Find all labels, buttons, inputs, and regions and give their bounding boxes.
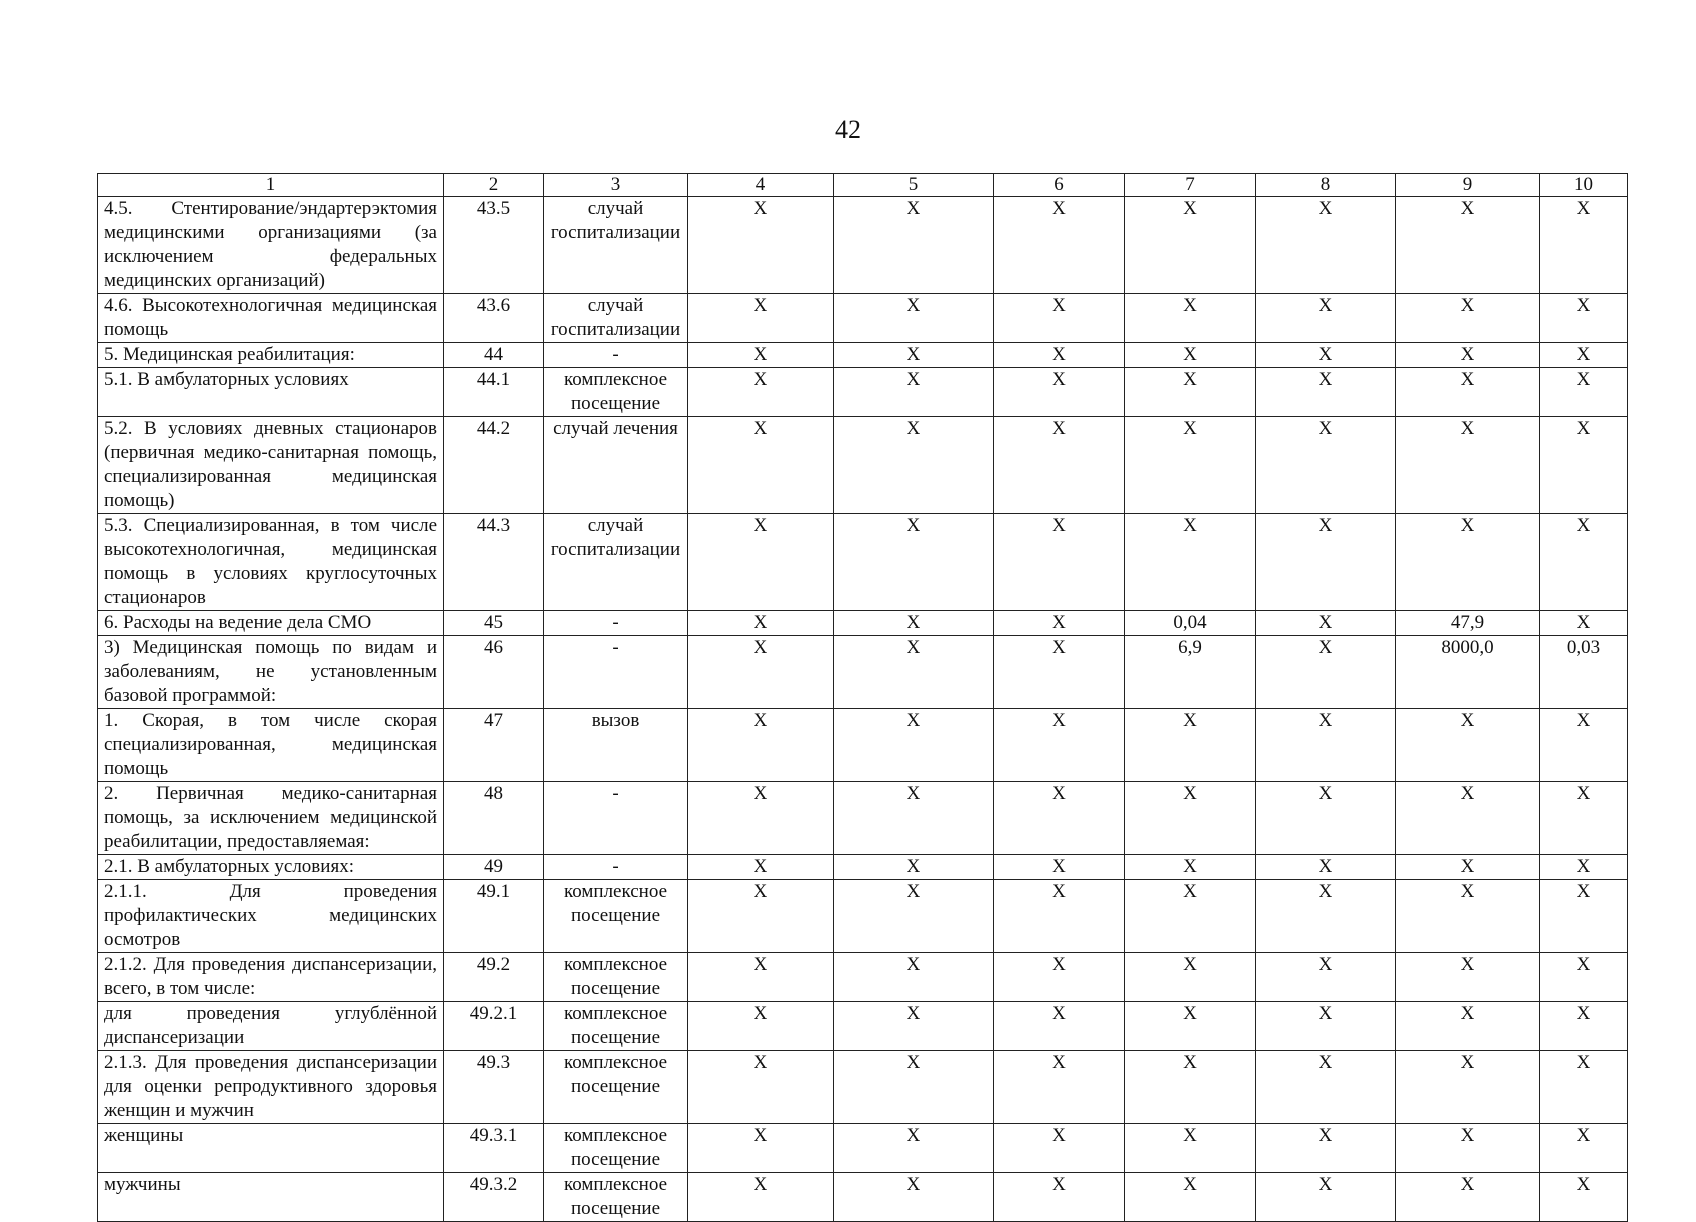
row-value-cell: X — [994, 611, 1125, 636]
row-code-cell: 48 — [444, 782, 544, 855]
row-value-cell: X — [1396, 368, 1540, 417]
table-body — [98, 197, 1628, 1222]
row-name-cell: 6. Расходы на ведение дела СМО — [98, 611, 444, 636]
row-name-cell: 4.6. Высокотехнологичная медицинская помощь — [98, 294, 444, 343]
row-value-cell: X — [1540, 855, 1628, 880]
row-name-cell: 3) Медицинская помощь по видам и заболеваниям, не установленным базовой программой: — [98, 636, 444, 709]
row-value-cell: X — [834, 953, 994, 1002]
row-unit-cell: случай госпитализации — [544, 294, 688, 343]
row-value-cell: X — [1256, 1051, 1396, 1124]
row-name-cell: 1. Скорая, в том числе скорая специализированная, медицинская помощь — [98, 709, 444, 782]
table-row — [98, 417, 1628, 514]
row-value-cell: X — [994, 1124, 1125, 1173]
row-value-cell: X — [1125, 709, 1256, 782]
row-value-cell: X — [1396, 855, 1540, 880]
row-value-cell: X — [994, 197, 1125, 294]
row-unit-cell: случай лечения — [544, 417, 688, 514]
row-value-cell: X — [1396, 1173, 1540, 1222]
table-row — [98, 880, 1628, 953]
row-value-cell: X — [994, 1051, 1125, 1124]
row-value-cell: X — [994, 417, 1125, 514]
row-name-cell: для проведения углублённой диспансеризации — [98, 1002, 444, 1051]
row-value-cell: X — [1125, 417, 1256, 514]
row-value-cell: X — [1540, 1173, 1628, 1222]
row-value-cell: X — [1256, 953, 1396, 1002]
row-unit-cell: комплексное посещение — [544, 953, 688, 1002]
table-row — [98, 1173, 1628, 1222]
row-code-cell: 44.1 — [444, 368, 544, 417]
row-value-cell: 0,04 — [1125, 611, 1256, 636]
row-value-cell: X — [1125, 514, 1256, 611]
row-value-cell: X — [688, 782, 834, 855]
row-value-cell: X — [1256, 197, 1396, 294]
row-value-cell: X — [1256, 1173, 1396, 1222]
row-code-cell: 49 — [444, 855, 544, 880]
row-value-cell: X — [994, 855, 1125, 880]
row-value-cell: X — [688, 343, 834, 368]
table-row — [98, 1051, 1628, 1124]
row-value-cell: X — [1540, 611, 1628, 636]
row-code-cell: 44 — [444, 343, 544, 368]
row-value-cell: X — [834, 197, 994, 294]
row-value-cell: X — [834, 368, 994, 417]
row-value-cell: X — [688, 1124, 834, 1173]
row-value-cell: X — [1125, 1051, 1256, 1124]
row-value-cell: X — [994, 1002, 1125, 1051]
row-value-cell: X — [994, 636, 1125, 709]
row-value-cell: X — [994, 343, 1125, 368]
row-value-cell: X — [1396, 880, 1540, 953]
row-value-cell: X — [994, 514, 1125, 611]
row-name-cell: 2. Первичная медико-санитарная помощь, за исключением медицинской реабилитации, предоставляемая: — [98, 782, 444, 855]
row-value-cell: X — [1540, 1002, 1628, 1051]
column-number: 8 — [1256, 174, 1396, 197]
row-unit-cell: комплексное посещение — [544, 1124, 688, 1173]
row-unit-cell: случай госпитализации — [544, 197, 688, 294]
table-row — [98, 1124, 1628, 1173]
row-name-cell: 5.3. Специализированная, в том числе высокотехнологичная, медицинская помощь в условиях круглосуточных стационаров — [98, 514, 444, 611]
row-value-cell: X — [1540, 1051, 1628, 1124]
row-unit-cell: случай госпитализации — [544, 514, 688, 611]
row-code-cell: 45 — [444, 611, 544, 636]
row-unit-cell: комплексное посещение — [544, 1002, 688, 1051]
table-row — [98, 514, 1628, 611]
row-value-cell: X — [834, 782, 994, 855]
row-value-cell: X — [834, 709, 994, 782]
row-value-cell: X — [1540, 417, 1628, 514]
row-value-cell: X — [688, 1051, 834, 1124]
row-unit-cell: - — [544, 855, 688, 880]
row-value-cell: X — [1540, 368, 1628, 417]
row-value-cell: X — [834, 880, 994, 953]
row-value-cell: X — [994, 294, 1125, 343]
row-value-cell: X — [1125, 1173, 1256, 1222]
row-code-cell: 49.3.2 — [444, 1173, 544, 1222]
row-value-cell: X — [1125, 368, 1256, 417]
row-name-cell: 5. Медицинская реабилитация: — [98, 343, 444, 368]
row-code-cell: 44.3 — [444, 514, 544, 611]
row-code-cell: 43.6 — [444, 294, 544, 343]
row-value-cell: X — [1540, 197, 1628, 294]
row-value-cell: X — [1256, 880, 1396, 953]
row-value-cell: X — [1540, 343, 1628, 368]
row-value-cell: X — [1125, 294, 1256, 343]
row-value-cell: X — [688, 880, 834, 953]
column-number: 10 — [1540, 174, 1628, 197]
row-value-cell: X — [1256, 611, 1396, 636]
row-value-cell: X — [834, 1124, 994, 1173]
column-number: 7 — [1125, 174, 1256, 197]
row-value-cell: X — [688, 368, 834, 417]
row-value-cell: X — [1256, 1124, 1396, 1173]
row-value-cell: X — [1256, 417, 1396, 514]
row-value-cell: 0,03 — [1540, 636, 1628, 709]
table-row — [98, 368, 1628, 417]
table-row — [98, 294, 1628, 343]
table-row — [98, 782, 1628, 855]
row-value-cell: X — [1396, 197, 1540, 294]
row-value-cell: X — [834, 1002, 994, 1051]
column-number: 3 — [544, 174, 688, 197]
column-number: 9 — [1396, 174, 1540, 197]
row-value-cell: X — [994, 880, 1125, 953]
row-value-cell: X — [1256, 514, 1396, 611]
row-value-cell: X — [688, 294, 834, 343]
row-code-cell: 49.1 — [444, 880, 544, 953]
row-value-cell: X — [1396, 343, 1540, 368]
row-value-cell: X — [1256, 782, 1396, 855]
column-number: 6 — [994, 174, 1125, 197]
row-unit-cell: комплексное посещение — [544, 880, 688, 953]
row-value-cell: X — [688, 636, 834, 709]
row-value-cell: X — [1396, 953, 1540, 1002]
row-code-cell: 49.3.1 — [444, 1124, 544, 1173]
row-value-cell: X — [1540, 953, 1628, 1002]
row-name-cell: 4.5. Стентирование/эндартерэктомия медицинскими организациями (за исключением федеральных медицинских организаций) — [98, 197, 444, 294]
row-value-cell: X — [1256, 709, 1396, 782]
row-value-cell: 47,9 — [1396, 611, 1540, 636]
row-value-cell: X — [1125, 782, 1256, 855]
row-code-cell: 47 — [444, 709, 544, 782]
row-value-cell: X — [1256, 636, 1396, 709]
row-unit-cell: комплексное посещение — [544, 1051, 688, 1124]
row-value-cell: X — [688, 953, 834, 1002]
row-value-cell: X — [994, 709, 1125, 782]
row-value-cell: X — [834, 343, 994, 368]
row-value-cell: X — [688, 197, 834, 294]
row-value-cell: X — [1125, 880, 1256, 953]
row-value-cell: X — [1540, 880, 1628, 953]
row-unit-cell: комплексное посещение — [544, 1173, 688, 1222]
table-row — [98, 1002, 1628, 1051]
row-value-cell: X — [1396, 514, 1540, 611]
row-value-cell: X — [834, 294, 994, 343]
row-value-cell: X — [1396, 1124, 1540, 1173]
row-unit-cell: - — [544, 611, 688, 636]
row-unit-cell: - — [544, 343, 688, 368]
row-value-cell: X — [834, 636, 994, 709]
row-value-cell: X — [688, 709, 834, 782]
row-value-cell: X — [1540, 782, 1628, 855]
row-value-cell: X — [1396, 417, 1540, 514]
row-value-cell: X — [1125, 197, 1256, 294]
page-number: 42 — [835, 115, 861, 144]
row-unit-cell: - — [544, 636, 688, 709]
row-value-cell: X — [688, 855, 834, 880]
row-code-cell: 43.5 — [444, 197, 544, 294]
row-code-cell: 49.2 — [444, 953, 544, 1002]
column-number: 5 — [834, 174, 994, 197]
column-number: 1 — [98, 174, 444, 197]
row-value-cell: X — [1125, 953, 1256, 1002]
table-row — [98, 953, 1628, 1002]
row-code-cell: 49.2.1 — [444, 1002, 544, 1051]
row-value-cell: X — [994, 953, 1125, 1002]
row-value-cell: X — [1256, 343, 1396, 368]
row-name-cell: 2.1.3. Для проведения диспансеризации для оценки репродуктивного здоровья женщин и мужчин — [98, 1051, 444, 1124]
table-row — [98, 709, 1628, 782]
row-value-cell: X — [1125, 1124, 1256, 1173]
row-code-cell: 46 — [444, 636, 544, 709]
row-value-cell: X — [1540, 709, 1628, 782]
row-value-cell: X — [688, 1173, 834, 1222]
row-value-cell: X — [1396, 1002, 1540, 1051]
row-value-cell: X — [834, 855, 994, 880]
row-name-cell: 2.1.2. Для проведения диспансеризации, всего, в том числе: — [98, 953, 444, 1002]
row-value-cell: X — [1125, 855, 1256, 880]
row-value-cell: X — [688, 1002, 834, 1051]
row-value-cell: X — [1396, 709, 1540, 782]
row-value-cell: X — [688, 514, 834, 611]
row-name-cell: 5.1. В амбулаторных условиях — [98, 368, 444, 417]
row-value-cell: 8000,0 — [1396, 636, 1540, 709]
row-value-cell: X — [994, 368, 1125, 417]
row-value-cell: X — [834, 611, 994, 636]
row-name-cell: 2.1. В амбулаторных условиях: — [98, 855, 444, 880]
row-value-cell: X — [1396, 1051, 1540, 1124]
row-value-cell: X — [994, 1173, 1125, 1222]
row-value-cell: 6,9 — [1125, 636, 1256, 709]
column-number: 4 — [688, 174, 834, 197]
row-unit-cell: вызов — [544, 709, 688, 782]
row-code-cell: 49.3 — [444, 1051, 544, 1124]
row-value-cell: X — [1256, 294, 1396, 343]
row-value-cell: X — [1540, 294, 1628, 343]
row-value-cell: X — [1396, 782, 1540, 855]
table-row — [98, 636, 1628, 709]
row-value-cell: X — [1256, 855, 1396, 880]
column-number: 2 — [444, 174, 544, 197]
row-value-cell: X — [1256, 368, 1396, 417]
row-value-cell: X — [688, 611, 834, 636]
row-code-cell: 44.2 — [444, 417, 544, 514]
row-value-cell: X — [994, 782, 1125, 855]
row-name-cell: 5.2. В условиях дневных стационаров (первичная медико-санитарная помощь, специализированная медицинская помощь) — [98, 417, 444, 514]
row-value-cell: X — [834, 1173, 994, 1222]
table-row — [98, 611, 1628, 636]
row-value-cell: X — [1540, 1124, 1628, 1173]
table-row — [98, 855, 1628, 880]
row-value-cell: X — [834, 417, 994, 514]
row-name-cell: мужчины — [98, 1173, 444, 1222]
row-value-cell: X — [1125, 343, 1256, 368]
row-unit-cell: - — [544, 782, 688, 855]
row-name-cell: женщины — [98, 1124, 444, 1173]
row-value-cell: X — [834, 514, 994, 611]
row-value-cell: X — [1256, 1002, 1396, 1051]
row-value-cell: X — [1396, 294, 1540, 343]
table-row — [98, 343, 1628, 368]
row-value-cell: X — [1540, 514, 1628, 611]
row-value-cell: X — [834, 1051, 994, 1124]
row-value-cell: X — [688, 417, 834, 514]
column-number-row — [98, 174, 1628, 197]
row-unit-cell: комплексное посещение — [544, 368, 688, 417]
row-name-cell: 2.1.1. Для проведения профилактических медицинских осмотров — [98, 880, 444, 953]
data-table — [97, 173, 1628, 1222]
table-row — [98, 197, 1628, 294]
row-value-cell: X — [1125, 1002, 1256, 1051]
